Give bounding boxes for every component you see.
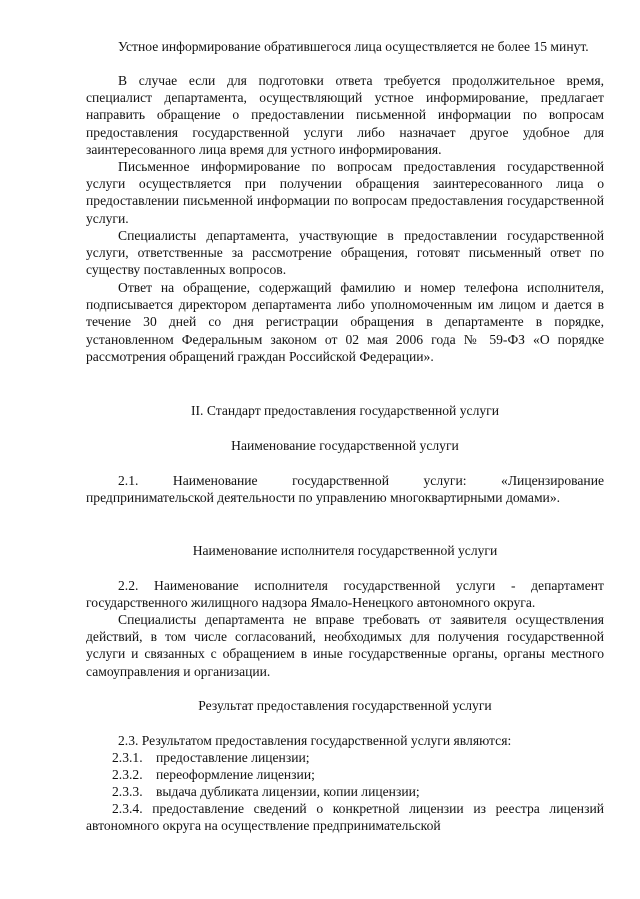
list-item-number: 2.3.1. xyxy=(112,750,143,765)
paragraph-2-2: 2.2. Наименование исполнителя государственной услуги - департамент государственного жилищного надзора Ямало-Ненецкого автономного округа. xyxy=(86,578,604,611)
heading-service-name: Наименование государственной услуги xyxy=(231,438,459,453)
list-item xyxy=(112,783,604,800)
list-item-number: 2.3.4. xyxy=(112,801,143,816)
paragraph-specialists-restrictions: Специалисты департамента не вправе требовать от заявителя осуществления действий, в том числе согласований, необходимых для получения государственной услуги и связанных с обращением в иные государственные органы, органы местного самоуправления и организации. xyxy=(86,612,604,679)
heading-executor: Наименование исполнителя государственной услуги xyxy=(192,543,498,558)
paragraph-written-info: Письменное информирование по вопросам предоставления государственной услуги осуществляется при получении обращения заинтересованного лица о предоставлении письменной информации по вопросам предоставления государственной услуги. xyxy=(86,159,604,226)
paragraph-oral-info-duration: Устное информирование обратившегося лица осуществляется не более 15 минут. xyxy=(118,39,589,54)
list-item-text: переоформление лицензии; xyxy=(156,767,315,782)
list-item-text: выдача дубликата лицензии, копии лицензии; xyxy=(156,784,420,799)
list-item xyxy=(112,749,604,766)
list-item-number: 2.3.3. xyxy=(112,784,143,799)
section-title: II. Стандарт предоставления государственной услуги xyxy=(190,403,499,418)
paragraph-2-1: 2.1. Наименование государственной услуги: «Лицензирование предпринимательской деятельности по управлению многоквартирными домами». xyxy=(86,473,604,506)
paragraph-written-request-offer: В случае если для подготовки ответа требуется продолжительное время, специалист департамента, осуществляющий устное информирование, предлагает направить обращение о предоставлении письменной информации по вопросам предоставления государственной услуги либо назначает другое удобное для заинтересованного лица время для устного информирования. xyxy=(86,73,604,157)
list-item-number: 2.3.2. xyxy=(112,767,143,782)
paragraph-specialists-reply: Специалисты департамента, участвующие в предоставлении государственной услуги, ответственные за рассмотрение обращения, готовят письменный ответ по существу поставленных вопросов. xyxy=(86,228,604,278)
list-item xyxy=(86,800,604,834)
list-item-text: предоставление сведений о конкретной лицензии из реестра лицензий автономного округа на осуществление предпринимательской xyxy=(86,801,604,834)
list-item-text: предоставление лицензии; xyxy=(156,750,310,765)
paragraph-reply-deadline: Ответ на обращение, содержащий фамилию и номер телефона исполнителя, подписывается директором департамента либо уполномоченным им лицом и дается в течение 30 дней со дня регистрации обращения в департаменте в порядке, установленном Федеральным законом от 02 мая 2006 года № 59-ФЗ «О порядке рассмотрения обращений граждан Российской Федерации». xyxy=(86,280,604,364)
list-item xyxy=(112,766,604,783)
paragraph-2-3: 2.3. Результатом предоставления государственной услуги являются: xyxy=(118,733,512,748)
heading-result: Результат предоставления государственной услуги xyxy=(198,698,492,713)
